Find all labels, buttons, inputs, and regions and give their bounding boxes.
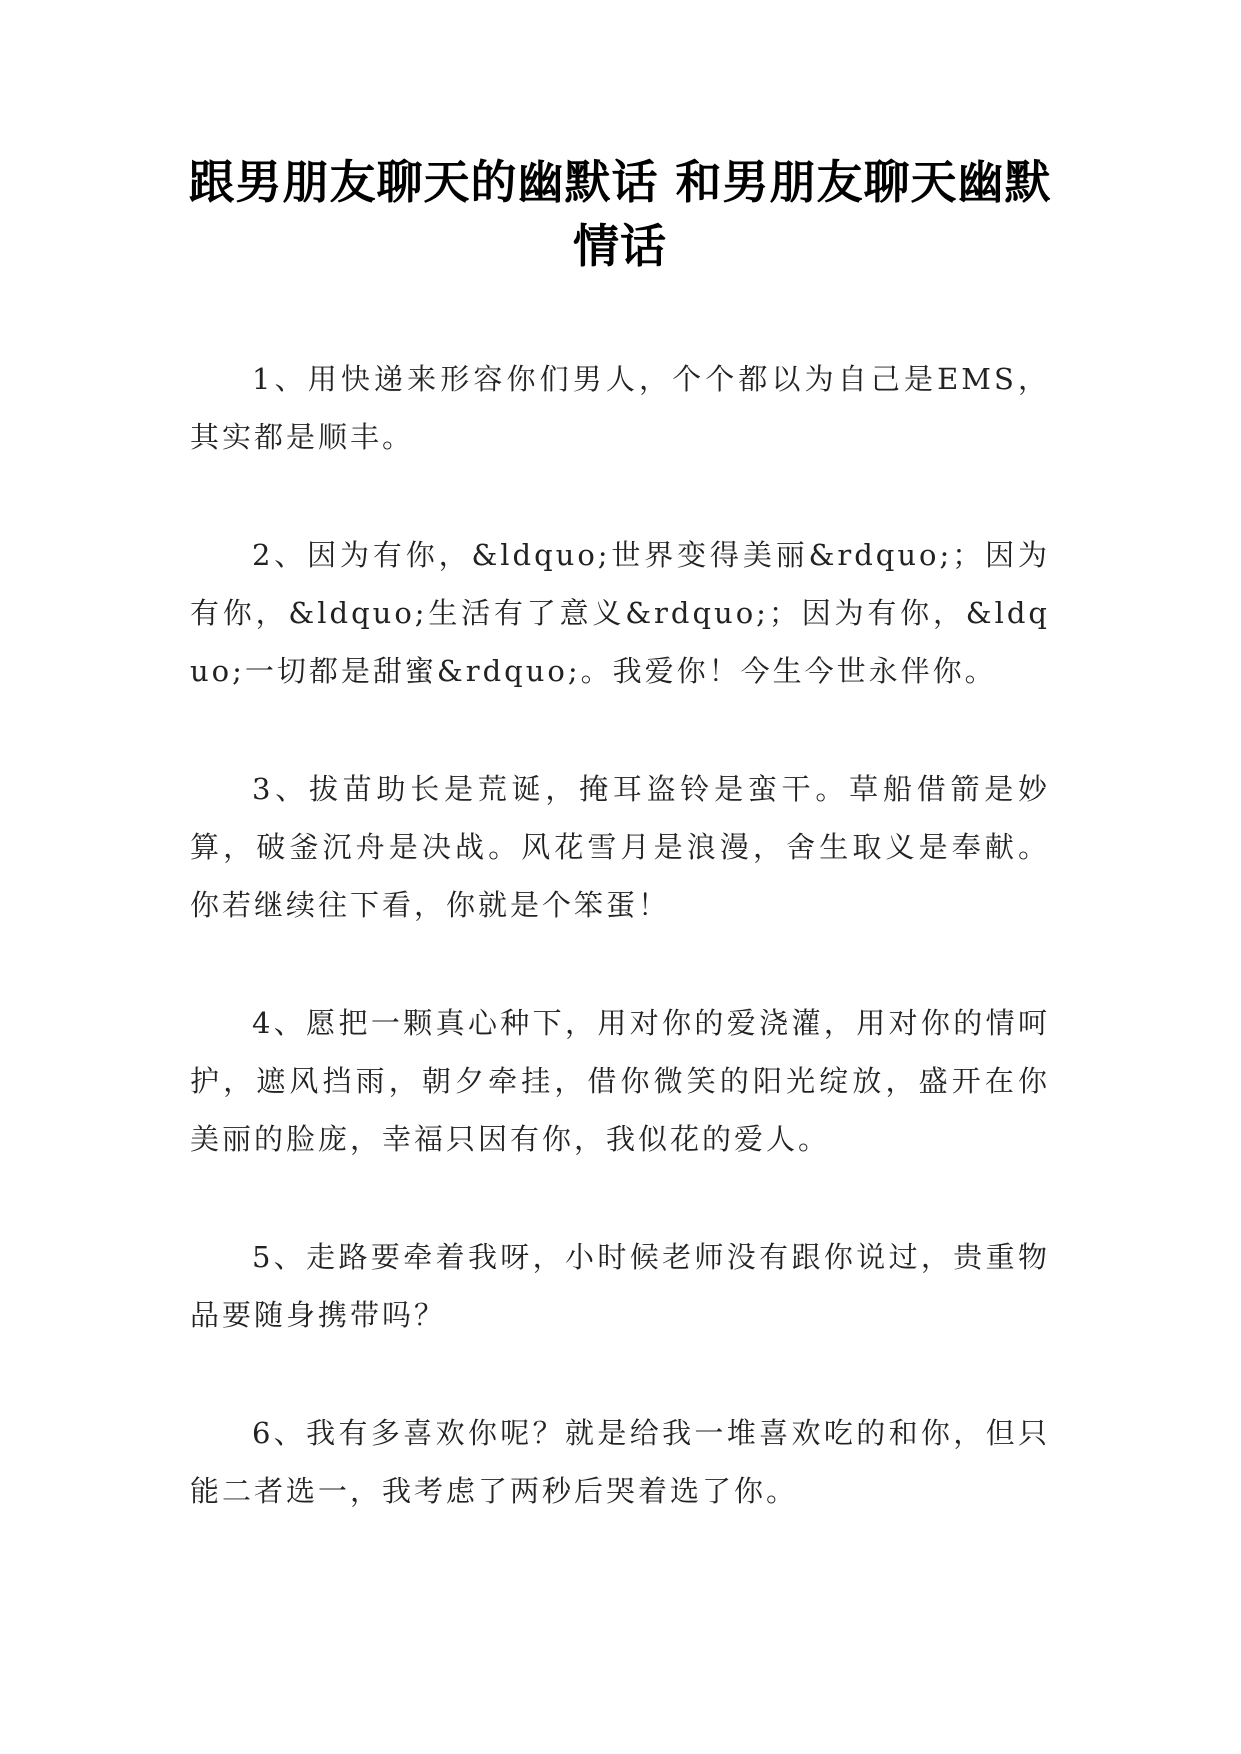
paragraph-1: 1、用快递来形容你们男人，个个都以为自己是EMS，其实都是顺丰。 (190, 362, 1050, 454)
paragraph-6: 6、我有多喜欢你呢？就是给我一堆喜欢吃的和你，但只能二者选一，我考虑了两秒后哭着选了你。 (190, 1416, 1050, 1508)
paragraph-5: 5、走路要牵着我呀，小时候老师没有跟你说过，贵重物品要随身携带吗？ (190, 1240, 1050, 1332)
paragraph-2: 2、因为有你，&ldquo;世界变得美丽&rdquo;；因为有你，&ldquo;生活有了意义&rdquo;；因为有你，&ldquo;一切都是甜蜜&rdquo;。我爱你！今生今世永伴你。 (190, 538, 1050, 688)
paragraph-3: 3、拔苗助长是荒诞，掩耳盗铃是蛮干。草船借箭是妙算，破釜沉舟是决战。风花雪月是浪漫，舍生取义是奉献。你若继续往下看，你就是个笨蛋！ (190, 772, 1050, 922)
document-body (190, 350, 1050, 1580)
document-title: 跟男朋友聊天的幽默话 和男朋友聊天幽默情话 (188, 155, 1052, 273)
paragraph-4: 4、愿把一颗真心种下，用对你的爱浇灌，用对你的情呵护，遮风挡雨，朝夕牵挂，借你微笑的阳光绽放，盛开在你美丽的脸庞，幸福只因有你，我似花的爱人。 (190, 1006, 1050, 1156)
